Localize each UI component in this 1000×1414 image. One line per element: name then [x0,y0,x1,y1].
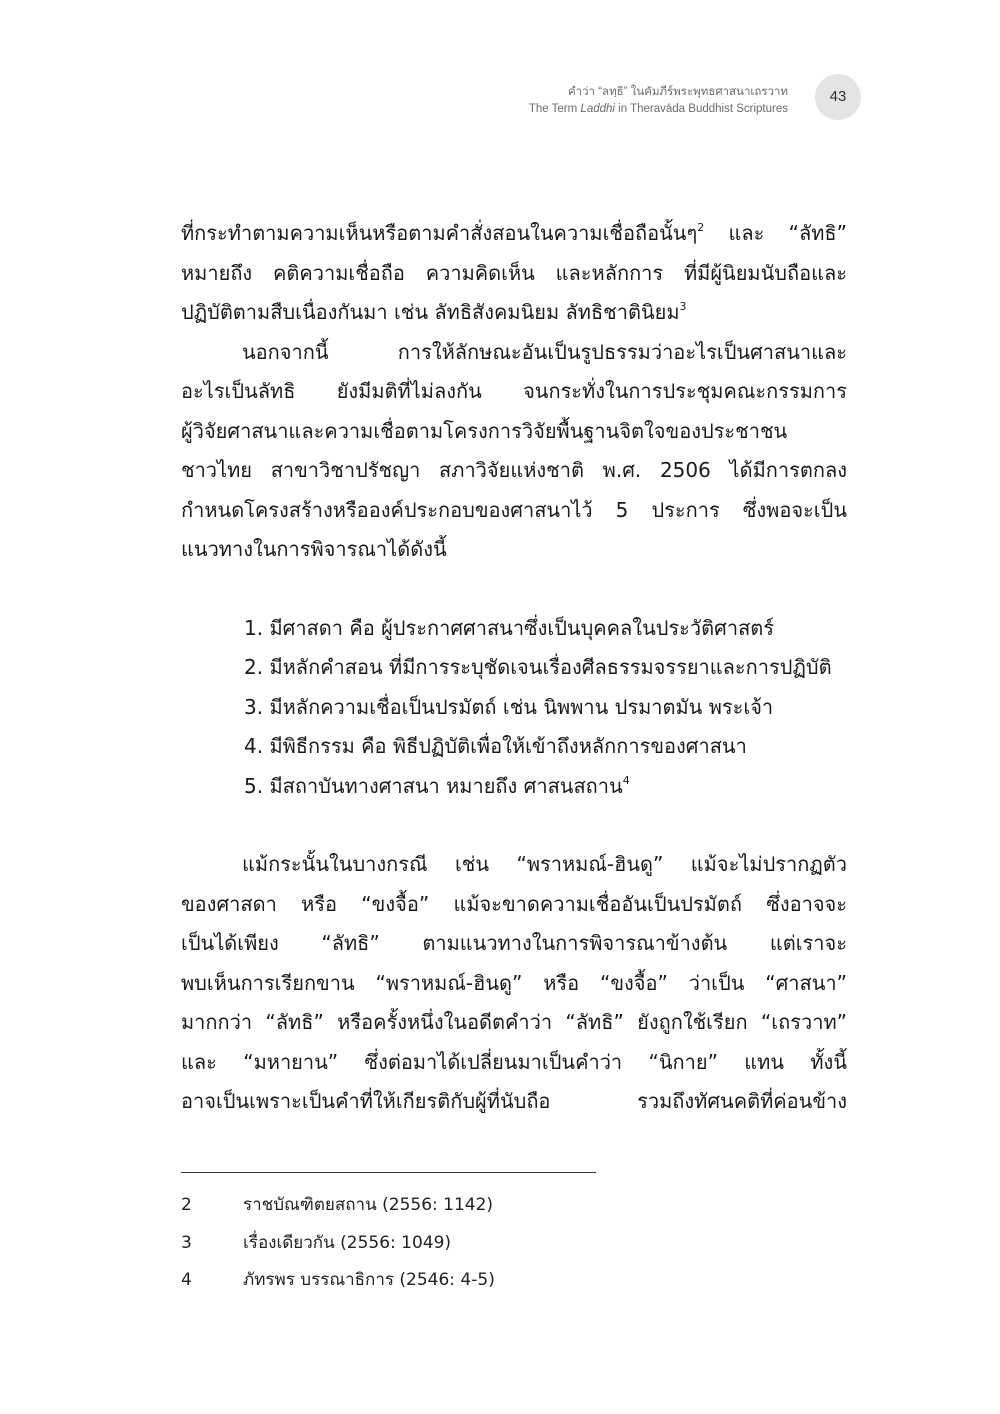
page-number-badge: 43 [815,74,861,120]
paragraph-line: แม้กระนั้นในบางกรณี เช่น “พราหมณ์-ฮินดู” แม้จะไม่ปรากฏตัว [242,852,847,876]
footnote-text: เรื่องเดียวกัน (2556: 1049) [243,1232,452,1253]
paragraph-line: ของศาสดา หรือ “ขงจื้อ” แม้จะขาดความเชื่ออันเป็นปรมัตถ์ ซึ่งอาจจะ [181,891,847,916]
running-header-en-prefix: The Term [528,103,581,115]
text-run: และ “ลัทธิ” [704,221,847,245]
footnote-number: 3 [181,1232,192,1253]
paragraph-line: แนวทางในการพิจารณาได้ดังนี้ [181,537,447,561]
running-header-en-suffix: in Theravāda Buddhist Scriptures [614,103,788,115]
running-header-en-italic: Laddhi [580,103,615,115]
running-header-english [529,101,788,118]
running-header [529,84,788,118]
footnote-divider [181,1172,596,1173]
text-run: ปฏิบัติตามสืบเนื่องกันมา เช่น ลัทธิสังคมนิยม ลัทธิชาตินิยม [181,300,680,324]
paragraph-line: และ “มหายาน” ซึ่งต่อมาได้เปลี่ยนมาเป็นคำว่า “นิกาย” แทน ทั้งนี้ [181,1049,847,1074]
paragraph-line: เป็นได้เพียง “ลัทธิ” ตามแนวทางในการพิจารณาข้างต้น แต่เราจะ [181,931,847,955]
footnote-text: ราชบัณฑิตยสถาน (2556: 1142) [243,1195,494,1215]
paragraph-line: อาจเป็นเพราะเป็นคำที่ให้เกียรติกับผู้ที่นับถือ รวมถึงทัศนคติที่ค่อนข้าง [181,1089,847,1113]
footnote-ref: 2 [697,221,705,234]
list-item: 4. มีพิธีกรรม คือ พิธีปฏิบัติเพื่อให้เข้าถึงหลักการของศาสนา [244,734,747,758]
paragraph-line [181,293,847,333]
footnote-number: 4 [181,1270,192,1290]
footnote-number: 2 [181,1195,192,1215]
footnotes [181,1187,495,1300]
numbered-list [181,609,847,807]
spacer [181,570,847,609]
paragraph-line: มากกว่า “ลัทธิ” หรือครั้งหนึ่งในอดีตคำว่า “ลัทธิ” ยังถูกใช้เรียก “เถรวาท” [181,1010,847,1034]
footnote [181,1262,495,1300]
list-item: 3. มีหลักความเชื่อเป็นปรมัตถ์ เช่น นิพพาน ปรมาตมัน พระเจ้า [244,694,774,719]
list-item: 2. มีหลักคำสอน ที่มีการระบุชัดเจนเรื่องศีลธรรมจรรยาและการปฏิบัติ [244,655,832,679]
paragraph-line: ผู้วิจัยศาสนาและความเชื่อตามโครงการวิจัยพื้นฐานจิตใจของประชาชน [181,418,788,443]
footnote-ref: 4 [622,773,630,787]
paragraph-line: กำหนดโครงสร้างหรือองค์ประกอบของศาสนาไว้ 5 ประการ ซึ่งพอจะเป็น [181,497,847,522]
list-item [244,767,847,807]
paragraph-line: พบเห็นการเรียกขาน “พราหมณ์-ฮินดู” หรือ “ขงจื้อ” ว่าเป็น “ศาสนา” [181,970,847,995]
list-item: 1. มีศาสดา คือ ผู้ประกาศศาสนาซึ่งเป็นบุคคลในประวัติศาสตร์ [244,615,774,640]
running-header-thai: คำว่า “ลทฺธิ” ในคัมภีร์พระพุทธศาสนาเถรวาท [567,86,788,98]
text-run: ที่กระทำตามความเห็นหรือตามคำสั่งสอนในความเชื่อถือนั้นๆ [181,221,698,245]
paragraph-line: หมายถึง คติความเชื่อถือ ความคิดเห็น และหลักการ ที่มีผู้นิยมนับถือและ [181,260,847,285]
paragraph-line: นอกจากนี้ การให้ลักษณะอันเป็นรูปธรรมว่าอะไรเป็นศาสนาและ [242,339,847,364]
paragraph-line: ชาวไทย สาขาวิชาปรัชญา สภาวิจัยแห่งชาติ พ.ศ. 2506 ได้มีการตกลง [181,458,847,482]
footnote [181,1187,495,1225]
spacer [181,806,847,845]
footnote-text: ภัทรพร บรรณาธิการ (2546: 4-5) [243,1270,495,1290]
text-run: 5. มีสถาบันทางศาสนา หมายถึง ศาสนสถาน [244,773,623,798]
footnote [181,1225,495,1263]
body-text [181,214,847,1122]
paragraph-line: อะไรเป็นลัทธิ ยังมีมติที่ไม่ลงกัน จนกระทั่งในการประชุมคณะกรรมการ [181,379,847,403]
footnote-ref: 3 [679,300,687,313]
paragraph-line [181,214,847,254]
